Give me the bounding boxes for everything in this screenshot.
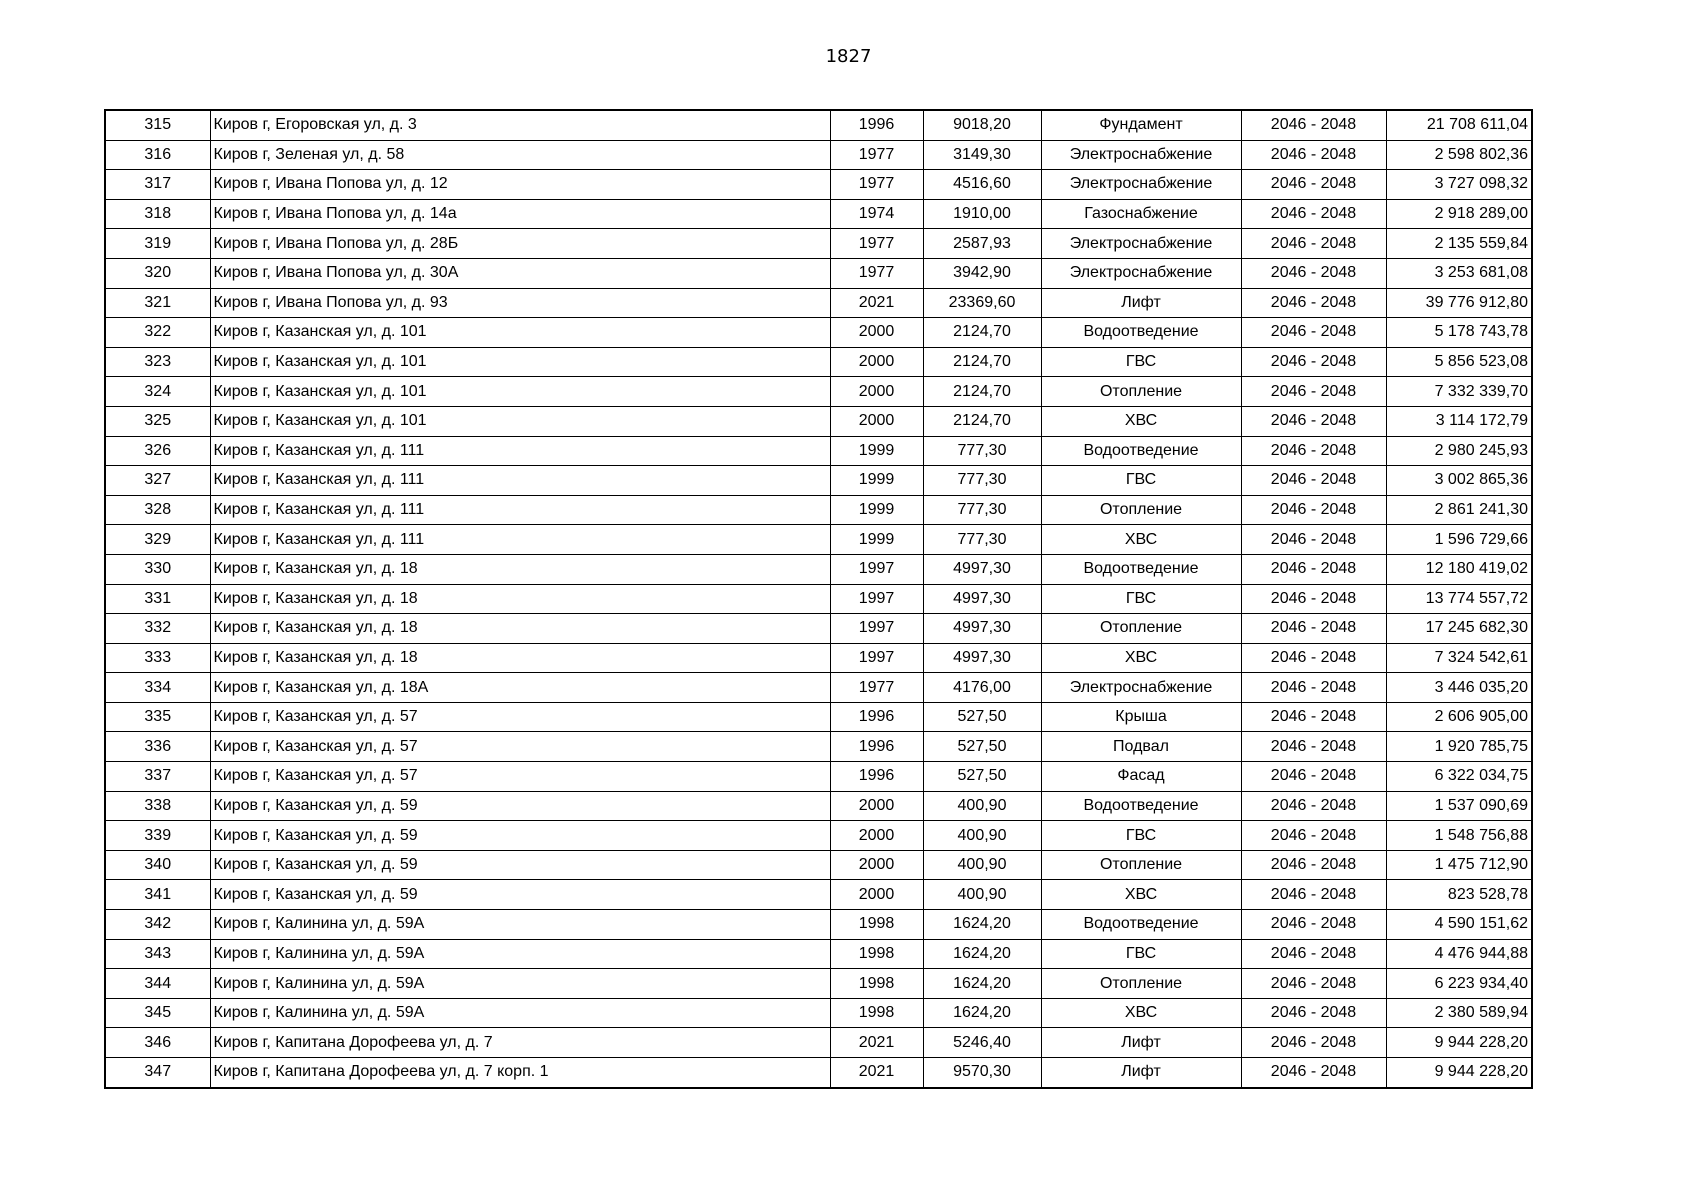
period-cell: 2046 - 2048: [1241, 525, 1386, 555]
cost-cell: 5 178 743,78: [1386, 318, 1532, 348]
year-cell: 1977: [830, 673, 923, 703]
area-cell: 2124,70: [923, 347, 1041, 377]
table-row: [105, 466, 1532, 496]
table-row: [105, 1058, 1532, 1088]
cost-cell: 13 774 557,72: [1386, 584, 1532, 614]
table-row: [105, 969, 1532, 999]
table-row: [105, 140, 1532, 170]
address-cell: Киров г, Казанская ул, д. 57: [210, 732, 830, 762]
period-cell: 2046 - 2048: [1241, 199, 1386, 229]
row-number-cell: 319: [105, 229, 210, 259]
address-cell: Киров г, Казанская ул, д. 101: [210, 377, 830, 407]
period-cell: 2046 - 2048: [1241, 910, 1386, 940]
year-cell: 1997: [830, 643, 923, 673]
period-cell: 2046 - 2048: [1241, 318, 1386, 348]
cost-cell: 4 590 151,62: [1386, 910, 1532, 940]
row-number-cell: 340: [105, 850, 210, 880]
row-number-cell: 343: [105, 939, 210, 969]
work-type-cell: ХВС: [1041, 406, 1241, 436]
work-type-cell: ГВС: [1041, 466, 1241, 496]
work-type-cell: Водоотведение: [1041, 910, 1241, 940]
period-cell: 2046 - 2048: [1241, 702, 1386, 732]
area-cell: 777,30: [923, 495, 1041, 525]
period-cell: 2046 - 2048: [1241, 554, 1386, 584]
period-cell: 2046 - 2048: [1241, 939, 1386, 969]
cost-cell: 9 944 228,20: [1386, 1058, 1532, 1088]
row-number-cell: 317: [105, 170, 210, 200]
row-number-cell: 329: [105, 525, 210, 555]
table-row: [105, 673, 1532, 703]
year-cell: 2021: [830, 1028, 923, 1058]
work-type-cell: Водоотведение: [1041, 791, 1241, 821]
address-cell: Киров г, Калинина ул, д. 59А: [210, 910, 830, 940]
cost-cell: 2 861 241,30: [1386, 495, 1532, 525]
period-cell: 2046 - 2048: [1241, 643, 1386, 673]
cost-cell: 2 598 802,36: [1386, 140, 1532, 170]
cost-cell: 39 776 912,80: [1386, 288, 1532, 318]
work-type-cell: ГВС: [1041, 584, 1241, 614]
area-cell: 527,50: [923, 732, 1041, 762]
table-row: [105, 998, 1532, 1028]
row-number-cell: 346: [105, 1028, 210, 1058]
row-number-cell: 320: [105, 258, 210, 288]
table-row: [105, 762, 1532, 792]
year-cell: 1974: [830, 199, 923, 229]
row-number-cell: 322: [105, 318, 210, 348]
address-cell: Киров г, Егоровская ул, д. 3: [210, 110, 830, 140]
period-cell: 2046 - 2048: [1241, 732, 1386, 762]
year-cell: 1977: [830, 258, 923, 288]
year-cell: 1977: [830, 170, 923, 200]
cost-cell: 1 548 756,88: [1386, 821, 1532, 851]
cost-cell: 823 528,78: [1386, 880, 1532, 910]
cost-cell: 3 114 172,79: [1386, 406, 1532, 436]
table-body: [105, 110, 1532, 1088]
area-cell: 1624,20: [923, 969, 1041, 999]
table-row: [105, 229, 1532, 259]
row-number-cell: 339: [105, 821, 210, 851]
period-cell: 2046 - 2048: [1241, 170, 1386, 200]
year-cell: 1999: [830, 466, 923, 496]
work-type-cell: Электроснабжение: [1041, 673, 1241, 703]
work-type-cell: Лифт: [1041, 1028, 1241, 1058]
work-type-cell: Подвал: [1041, 732, 1241, 762]
table-row: [105, 170, 1532, 200]
address-cell: Киров г, Ивана Попова ул, д. 12: [210, 170, 830, 200]
work-type-cell: Водоотведение: [1041, 318, 1241, 348]
area-cell: 4176,00: [923, 673, 1041, 703]
address-cell: Киров г, Ивана Попова ул, д. 93: [210, 288, 830, 318]
area-cell: 1624,20: [923, 910, 1041, 940]
area-cell: 400,90: [923, 850, 1041, 880]
area-cell: 527,50: [923, 762, 1041, 792]
table-row: [105, 554, 1532, 584]
table-row: [105, 584, 1532, 614]
area-cell: 2124,70: [923, 377, 1041, 407]
area-cell: 9018,20: [923, 110, 1041, 140]
cost-cell: 6 322 034,75: [1386, 762, 1532, 792]
area-cell: 4997,30: [923, 643, 1041, 673]
table-row: [105, 880, 1532, 910]
work-type-cell: Лифт: [1041, 1058, 1241, 1088]
address-cell: Киров г, Казанская ул, д. 111: [210, 495, 830, 525]
address-cell: Киров г, Калинина ул, д. 59А: [210, 969, 830, 999]
period-cell: 2046 - 2048: [1241, 140, 1386, 170]
work-type-cell: Крыша: [1041, 702, 1241, 732]
year-cell: 1998: [830, 939, 923, 969]
year-cell: 1996: [830, 110, 923, 140]
work-type-cell: Отопление: [1041, 614, 1241, 644]
row-number-cell: 321: [105, 288, 210, 318]
cost-cell: 7 324 542,61: [1386, 643, 1532, 673]
year-cell: 2000: [830, 318, 923, 348]
work-type-cell: Фундамент: [1041, 110, 1241, 140]
period-cell: 2046 - 2048: [1241, 436, 1386, 466]
work-type-cell: Отопление: [1041, 850, 1241, 880]
period-cell: 2046 - 2048: [1241, 347, 1386, 377]
table-row: [105, 614, 1532, 644]
work-type-cell: ГВС: [1041, 347, 1241, 377]
cost-cell: 1 920 785,75: [1386, 732, 1532, 762]
row-number-cell: 316: [105, 140, 210, 170]
area-cell: 400,90: [923, 880, 1041, 910]
cost-cell: 3 727 098,32: [1386, 170, 1532, 200]
work-type-cell: Электроснабжение: [1041, 170, 1241, 200]
area-cell: 2124,70: [923, 318, 1041, 348]
address-cell: Киров г, Ивана Попова ул, д. 14а: [210, 199, 830, 229]
page-number: 1827: [825, 46, 872, 67]
table-row: [105, 110, 1532, 140]
table-row: [105, 347, 1532, 377]
area-cell: 9570,30: [923, 1058, 1041, 1088]
area-cell: 1910,00: [923, 199, 1041, 229]
row-number-cell: 334: [105, 673, 210, 703]
year-cell: 1977: [830, 140, 923, 170]
address-cell: Киров г, Казанская ул, д. 57: [210, 702, 830, 732]
work-type-cell: Отопление: [1041, 495, 1241, 525]
year-cell: 1996: [830, 762, 923, 792]
cost-cell: 4 476 944,88: [1386, 939, 1532, 969]
address-cell: Киров г, Казанская ул, д. 18: [210, 554, 830, 584]
period-cell: 2046 - 2048: [1241, 258, 1386, 288]
work-type-cell: Электроснабжение: [1041, 258, 1241, 288]
row-number-cell: 342: [105, 910, 210, 940]
table-row: [105, 850, 1532, 880]
period-cell: 2046 - 2048: [1241, 821, 1386, 851]
area-cell: 777,30: [923, 436, 1041, 466]
area-cell: 400,90: [923, 821, 1041, 851]
area-cell: 777,30: [923, 525, 1041, 555]
cost-cell: 9 944 228,20: [1386, 1028, 1532, 1058]
table-row: [105, 643, 1532, 673]
year-cell: 1998: [830, 998, 923, 1028]
cost-cell: 7 332 339,70: [1386, 377, 1532, 407]
year-cell: 1996: [830, 702, 923, 732]
work-type-cell: Электроснабжение: [1041, 140, 1241, 170]
period-cell: 2046 - 2048: [1241, 791, 1386, 821]
row-number-cell: 330: [105, 554, 210, 584]
table-row: [105, 495, 1532, 525]
year-cell: 2000: [830, 791, 923, 821]
cost-cell: 1 596 729,66: [1386, 525, 1532, 555]
address-cell: Киров г, Казанская ул, д. 101: [210, 347, 830, 377]
address-cell: Киров г, Капитана Дорофеева ул, д. 7: [210, 1028, 830, 1058]
year-cell: 2000: [830, 377, 923, 407]
cost-cell: 3 446 035,20: [1386, 673, 1532, 703]
cost-cell: 21 708 611,04: [1386, 110, 1532, 140]
address-cell: Киров г, Казанская ул, д. 111: [210, 466, 830, 496]
address-cell: Киров г, Казанская ул, д. 59: [210, 850, 830, 880]
year-cell: 1999: [830, 436, 923, 466]
work-type-cell: Газоснабжение: [1041, 199, 1241, 229]
area-cell: 1624,20: [923, 939, 1041, 969]
area-cell: 400,90: [923, 791, 1041, 821]
address-cell: Киров г, Капитана Дорофеева ул, д. 7 корп. 1: [210, 1058, 830, 1088]
address-cell: Киров г, Казанская ул, д. 59: [210, 791, 830, 821]
address-cell: Киров г, Калинина ул, д. 59А: [210, 998, 830, 1028]
period-cell: 2046 - 2048: [1241, 850, 1386, 880]
table-row: [105, 318, 1532, 348]
period-cell: 2046 - 2048: [1241, 969, 1386, 999]
year-cell: 2000: [830, 347, 923, 377]
year-cell: 2000: [830, 406, 923, 436]
year-cell: 1997: [830, 614, 923, 644]
year-cell: 2021: [830, 1058, 923, 1088]
cost-cell: 2 980 245,93: [1386, 436, 1532, 466]
period-cell: 2046 - 2048: [1241, 998, 1386, 1028]
table-row: [105, 1028, 1532, 1058]
year-cell: 2000: [830, 880, 923, 910]
address-cell: Киров г, Казанская ул, д. 59: [210, 821, 830, 851]
table-row: [105, 939, 1532, 969]
area-cell: 2124,70: [923, 406, 1041, 436]
year-cell: 1996: [830, 732, 923, 762]
address-cell: Киров г, Казанская ул, д. 111: [210, 525, 830, 555]
row-number-cell: 344: [105, 969, 210, 999]
area-cell: 4997,30: [923, 614, 1041, 644]
cost-cell: 12 180 419,02: [1386, 554, 1532, 584]
period-cell: 2046 - 2048: [1241, 229, 1386, 259]
area-cell: 3942,90: [923, 258, 1041, 288]
period-cell: 2046 - 2048: [1241, 288, 1386, 318]
cost-cell: 2 135 559,84: [1386, 229, 1532, 259]
cost-cell: 3 253 681,08: [1386, 258, 1532, 288]
area-cell: 777,30: [923, 466, 1041, 496]
table-row: [105, 732, 1532, 762]
work-type-cell: Фасад: [1041, 762, 1241, 792]
period-cell: 2046 - 2048: [1241, 406, 1386, 436]
area-cell: 5246,40: [923, 1028, 1041, 1058]
period-cell: 2046 - 2048: [1241, 1058, 1386, 1088]
address-cell: Киров г, Казанская ул, д. 101: [210, 318, 830, 348]
cost-cell: 5 856 523,08: [1386, 347, 1532, 377]
work-type-cell: ХВС: [1041, 880, 1241, 910]
table-row: [105, 288, 1532, 318]
period-cell: 2046 - 2048: [1241, 466, 1386, 496]
area-cell: 2587,93: [923, 229, 1041, 259]
work-type-cell: Отопление: [1041, 377, 1241, 407]
cost-cell: 17 245 682,30: [1386, 614, 1532, 644]
row-number-cell: 327: [105, 466, 210, 496]
work-type-cell: ХВС: [1041, 998, 1241, 1028]
table-row: [105, 377, 1532, 407]
row-number-cell: 335: [105, 702, 210, 732]
cost-cell: 2 918 289,00: [1386, 199, 1532, 229]
work-type-cell: Отопление: [1041, 969, 1241, 999]
address-cell: Киров г, Казанская ул, д. 18А: [210, 673, 830, 703]
row-number-cell: 328: [105, 495, 210, 525]
area-cell: 4516,60: [923, 170, 1041, 200]
period-cell: 2046 - 2048: [1241, 110, 1386, 140]
year-cell: 1977: [830, 229, 923, 259]
period-cell: 2046 - 2048: [1241, 584, 1386, 614]
table-row: [105, 525, 1532, 555]
row-number-cell: 332: [105, 614, 210, 644]
address-cell: Киров г, Зеленая ул, д. 58: [210, 140, 830, 170]
row-number-cell: 333: [105, 643, 210, 673]
table-row: [105, 821, 1532, 851]
year-cell: 1999: [830, 495, 923, 525]
address-cell: Киров г, Казанская ул, д. 18: [210, 614, 830, 644]
cost-cell: 3 002 865,36: [1386, 466, 1532, 496]
year-cell: 2021: [830, 288, 923, 318]
cost-cell: 2 380 589,94: [1386, 998, 1532, 1028]
table-row: [105, 258, 1532, 288]
work-type-cell: Электроснабжение: [1041, 229, 1241, 259]
address-cell: Киров г, Казанская ул, д. 18: [210, 643, 830, 673]
row-number-cell: 318: [105, 199, 210, 229]
address-cell: Киров г, Казанская ул, д. 59: [210, 880, 830, 910]
area-cell: 527,50: [923, 702, 1041, 732]
year-cell: 1999: [830, 525, 923, 555]
table-row: [105, 406, 1532, 436]
row-number-cell: 323: [105, 347, 210, 377]
year-cell: 1997: [830, 584, 923, 614]
year-cell: 2000: [830, 850, 923, 880]
year-cell: 2000: [830, 821, 923, 851]
address-cell: Киров г, Калинина ул, д. 59А: [210, 939, 830, 969]
work-type-cell: Водоотведение: [1041, 436, 1241, 466]
row-number-cell: 338: [105, 791, 210, 821]
row-number-cell: 347: [105, 1058, 210, 1088]
table-row: [105, 199, 1532, 229]
year-cell: 1997: [830, 554, 923, 584]
work-type-cell: ГВС: [1041, 939, 1241, 969]
work-type-cell: ГВС: [1041, 821, 1241, 851]
cost-cell: 6 223 934,40: [1386, 969, 1532, 999]
table-row: [105, 791, 1532, 821]
year-cell: 1998: [830, 969, 923, 999]
area-cell: 4997,30: [923, 584, 1041, 614]
cost-cell: 2 606 905,00: [1386, 702, 1532, 732]
address-cell: Киров г, Казанская ул, д. 101: [210, 406, 830, 436]
address-cell: Киров г, Казанская ул, д. 111: [210, 436, 830, 466]
row-number-cell: 337: [105, 762, 210, 792]
address-cell: Киров г, Казанская ул, д. 18: [210, 584, 830, 614]
row-number-cell: 331: [105, 584, 210, 614]
period-cell: 2046 - 2048: [1241, 1028, 1386, 1058]
row-number-cell: 341: [105, 880, 210, 910]
area-cell: 1624,20: [923, 998, 1041, 1028]
period-cell: 2046 - 2048: [1241, 880, 1386, 910]
work-type-cell: ХВС: [1041, 525, 1241, 555]
table-row: [105, 702, 1532, 732]
row-number-cell: 325: [105, 406, 210, 436]
cost-cell: 1 537 090,69: [1386, 791, 1532, 821]
row-number-cell: 326: [105, 436, 210, 466]
repair-schedule-table: [104, 109, 1533, 1089]
row-number-cell: 324: [105, 377, 210, 407]
period-cell: 2046 - 2048: [1241, 614, 1386, 644]
period-cell: 2046 - 2048: [1241, 495, 1386, 525]
address-cell: Киров г, Ивана Попова ул, д. 28Б: [210, 229, 830, 259]
table-row: [105, 436, 1532, 466]
address-cell: Киров г, Казанская ул, д. 57: [210, 762, 830, 792]
work-type-cell: ХВС: [1041, 643, 1241, 673]
row-number-cell: 315: [105, 110, 210, 140]
work-type-cell: Водоотведение: [1041, 554, 1241, 584]
table-row: [105, 910, 1532, 940]
cost-cell: 1 475 712,90: [1386, 850, 1532, 880]
period-cell: 2046 - 2048: [1241, 762, 1386, 792]
period-cell: 2046 - 2048: [1241, 377, 1386, 407]
year-cell: 1998: [830, 910, 923, 940]
period-cell: 2046 - 2048: [1241, 673, 1386, 703]
address-cell: Киров г, Ивана Попова ул, д. 30А: [210, 258, 830, 288]
area-cell: 4997,30: [923, 554, 1041, 584]
row-number-cell: 345: [105, 998, 210, 1028]
row-number-cell: 336: [105, 732, 210, 762]
work-type-cell: Лифт: [1041, 288, 1241, 318]
area-cell: 3149,30: [923, 140, 1041, 170]
area-cell: 23369,60: [923, 288, 1041, 318]
